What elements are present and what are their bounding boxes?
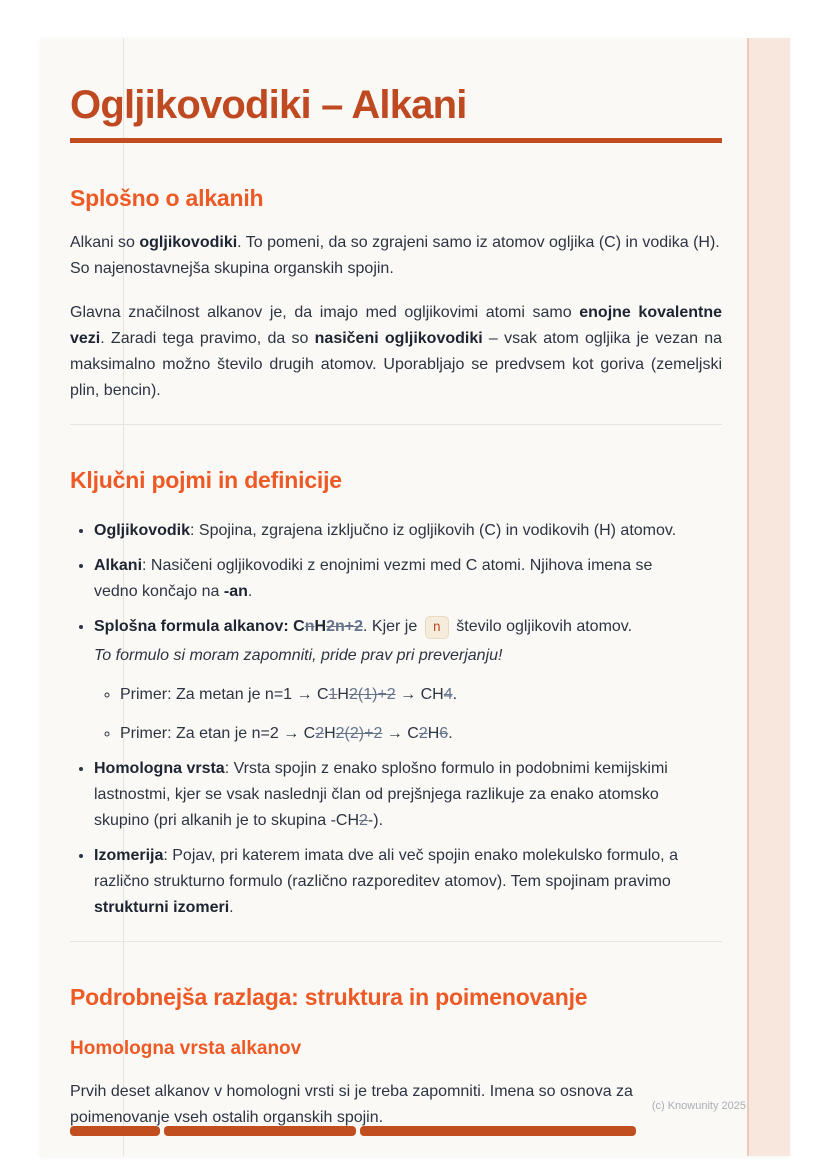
list-item-example-etan: ◦ Primer: Za etan je n=2 → C2H2(2)+2 → C2H6. <box>120 721 694 747</box>
document-page <box>40 38 790 1156</box>
copyright-watermark: (c) Knowunity 2025 <box>651 1100 746 1112</box>
table-top-edge-segment <box>164 1126 356 1136</box>
paragraph-general-1: Alkani so ogljikovodiki. To pomeni, da so zgrajeni samo iz atomov ogljika (C) in vodika (H). So najenostavnejša skupina organskih spojin. <box>70 234 720 277</box>
formula-examples-list <box>94 682 694 747</box>
page-title: Ogljikovodiki – Alkani <box>70 83 467 127</box>
section-heading-detail: Podrobnejša razlaga: struktura in poimenovanje <box>70 984 588 1010</box>
section-heading-key-terms: Ključni pojmi in definicije <box>70 467 342 493</box>
table-top-edge-segment <box>70 1126 160 1136</box>
section-divider <box>70 941 722 942</box>
list-item-ogljikovodik: • Ogljikovodik: Spojina, zgrajena izključno iz ogljikovih (C) in vodikovih (H) atomov. <box>94 518 694 544</box>
subsection-heading-homologna: Homologna vrsta alkanov <box>70 1038 302 1059</box>
table-top-edge <box>70 1126 636 1136</box>
list-item-splosna-formula <box>94 614 694 747</box>
section-divider <box>70 424 722 425</box>
page-content <box>70 38 746 1131</box>
list-item-izomerija: • Izomerija: Pojav, pri katerem imata dve ali več spojin enako molekulsko formulo, a različno strukturno formulo (različno razporeditev atomov). Tem spojinam pravimo strukturni izomeri. <box>94 843 694 921</box>
section-heading-general: Splošno o alkanih <box>70 185 264 211</box>
formula-line: • Splošna formula alkanov: CnH2n+2. Kjer je n število ogljikovih atomov. <box>94 614 694 640</box>
list-item-homologna-vrsta: • Homologna vrsta: Vrsta spojin z enako splošno formulo in podobnimi kemijskimi lastnostmi, kjer se vsak naslednji član od prejšnjega razlikuje za enako atomsko skupino (pri alkanih je to skupina -CH2-). <box>94 756 694 834</box>
list-item-example-metan: ◦ Primer: Za metan je n=1 → C1H2(1)+2 → CH4. <box>120 682 694 708</box>
table-top-edge-segment <box>360 1126 636 1136</box>
paragraph-general-2: Glavna značilnost alkanov je, da imajo med ogljikovimi atomi samo enojne kovalentne vezi. Zaradi tega pravimo, da so nasičeni ogljikovodiki – vsak atom ogljika je vezan na maksimalno možno število drugih atomov. Uporabljajo se predvsem kot goriva (zemeljski plin, bencin). <box>70 304 723 399</box>
paragraph-detail-1: Prvih deset alkanov v homologni vrsti si je treba zapomniti. Imena so osnova za poimenovanje vseh ostalih organskih spojin. <box>70 1083 633 1126</box>
title-underline-rule <box>70 138 722 143</box>
page-edge-stripe <box>747 38 790 1156</box>
formula-note: To formulo si moram zapomniti, pride prav pri preverjanju! <box>94 647 503 664</box>
list-item-alkani: • Alkani: Nasičeni ogljikovodiki z enojnimi vezmi med C atomi. Njihova imena se vedno končajo na -an. <box>94 553 694 605</box>
key-terms-list <box>70 518 722 921</box>
